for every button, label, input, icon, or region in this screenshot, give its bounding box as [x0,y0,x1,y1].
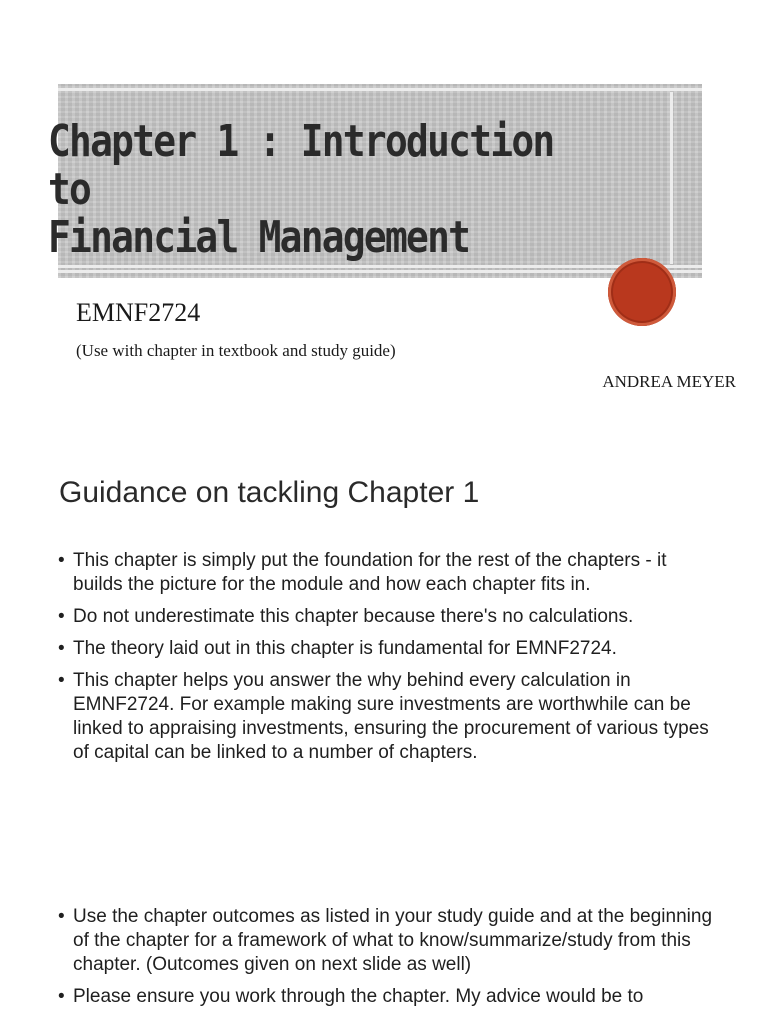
banner-stripe [58,88,702,91]
bullet-list-bottom [58,905,718,1017]
bullet-list-top [58,549,718,773]
course-code: EMNF2724 [76,298,201,327]
slide-heading: Guidance on tackling Chapter 1 [59,476,480,509]
list-item-text: This chapter helps you answer the why behind every calculation in EMNF2724. For example making sure investments are worthwhile can be linked to appraising investments, ensuring the procurement of various types of capital can be linked to a number of chapters. [73,670,709,763]
bullet-icon: • [58,606,65,627]
bullet-icon: • [58,986,65,1007]
list-item [58,549,718,597]
list-item [58,985,718,1009]
guidance-slide [0,450,768,1024]
bullet-icon: • [58,906,65,927]
list-item-text: Use the chapter outcomes as listed in your study guide and at the beginning of the chapter for a framework of what to know/summarize/study from this chapter. (Outcomes given on next slide as well) [73,906,713,975]
decorative-circle-badge [608,258,676,326]
bullet-icon: • [58,550,65,571]
list-item [58,669,718,765]
list-item [58,605,718,629]
banner-divider [670,92,673,264]
list-item-text: This chapter is simply put the foundation for the rest of the chapters - it builds the picture for the module and how each chapter fits in. [73,550,667,595]
list-item [58,637,718,661]
banner-stripe [58,265,702,268]
list-item-text: Please ensure you work through the chapter. My advice would be to [73,986,644,1007]
banner-stripe [58,270,702,273]
list-item-text: The theory laid out in this chapter is fundamental for EMNF2724. [73,638,617,659]
author-name: ANDREA MEYER [602,372,736,391]
title-slide [0,0,768,430]
bullet-icon: • [58,670,65,691]
slide-title: Chapter 1 : Introduction to Financial Management [48,116,554,263]
course-note: (Use with chapter in textbook and study guide) [76,341,396,360]
list-item-text: Do not underestimate this chapter because there's no calculations. [73,606,634,627]
list-item [58,905,718,977]
bullet-icon: • [58,638,65,659]
